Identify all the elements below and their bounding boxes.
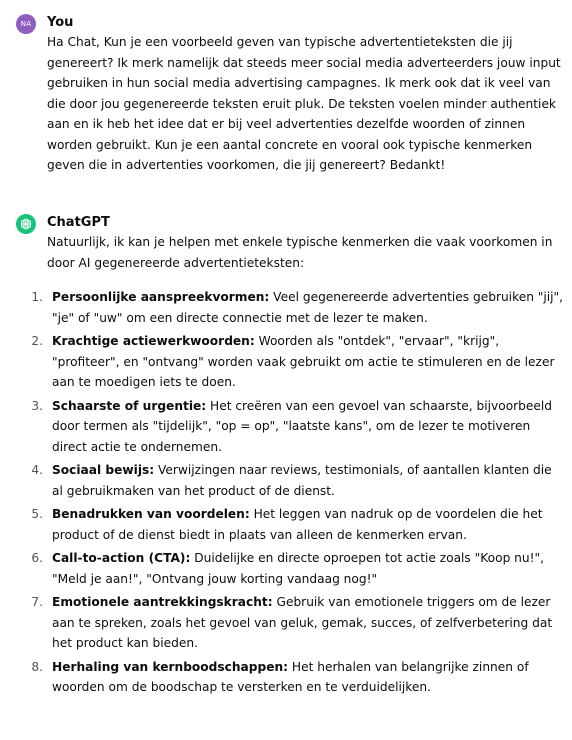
list-item-term: Schaarste of urgentie:: [52, 398, 207, 413]
list-item-term: Emotionele aantrekkingskracht:: [52, 595, 273, 609]
list-item: [31, 592, 564, 654]
list-item-term: Krachtige actiewerkwoorden:: [52, 334, 255, 348]
openai-logo-icon: [16, 214, 36, 234]
assistant-message-body: [31, 232, 564, 698]
list-item-text: Woorden als "ontdek", "ervaar", "krijg", "profiteer", en "ontvang" worden vaak gebruikt om actie te stimuleren en de lezer aan te moedigen iets te doen.: [52, 334, 555, 389]
user-avatar: [16, 14, 36, 34]
assistant-author-name: ChatGPT: [47, 215, 110, 230]
list-item-number: 8.: [31, 659, 43, 674]
list-item-text: Verwijzingen naar reviews, testimonials, of aantallen klanten die al gebruikmaken van het product of de dienst.: [52, 463, 552, 498]
list-item-text: Veel gegenereerde advertenties gebruiken "jij", "je" of "uw" om een directe connectie met de lezer te maken.: [52, 290, 564, 325]
list-item-text: Het creëren van een gevoel van schaarste, bijvoorbeeld door termen als "tijdelijk", "op = op", "laatste kans", om de lezer te motiveren direct actie te ondernemen.: [52, 398, 553, 454]
list-item: [31, 396, 564, 458]
list-item: [31, 287, 564, 328]
assistant-intro: Natuurlijk, ik kan je helpen met enkele typische kenmerken die vaak voorkomen in door AI gegenereerde advertentieteksten:: [47, 235, 553, 270]
list-item-term: Call-to-action (CTA):: [52, 551, 191, 565]
list-item: [31, 548, 564, 589]
list-item-number: 2.: [31, 334, 43, 348]
list-item-text: Het leggen van nadruk op de voordelen die het product of de dienst biedt in plaats van alleen de kenmerken ervan.: [52, 507, 543, 542]
list-item-term: Persoonlijke aanspreekvormen:: [52, 290, 270, 304]
list-item: [31, 331, 564, 393]
user-message-text: Ha Chat, Kun je een voorbeeld geven van typische advertentieteksten die jij genereert? Ik merk namelijk dat steeds meer social media adverteerders jouw input gebruiken in hun social media advertising campagnes. Ik merk ook dat ik veel van die door jou gegenereerde teksten eruit pluk. De teksten voelen minder authentiek aan en ik heb het idee dat er bij veel advertenties dezelfde woorden of zinnen worden gebruikt. Kun je een aantal concrete en vooral ook typische kenmerken geven die in advertenties voorkomen, die jij genereert? Bedankt!: [47, 35, 561, 172]
assistant-message: [16, 214, 564, 701]
list-item: [31, 504, 564, 545]
list-item-term: Herhaling van kernboodschappen:: [52, 659, 289, 674]
list-item-text: Duidelijke en directe oproepen tot actie zoals "Koop nu!", "Meld je aan!", "Ontvang jouw korting vandaag nog!": [52, 551, 544, 586]
list-item-text: Gebruik van emotionele triggers om de lezer aan te spreken, zoals het gevoel van geluk, gemak, succes, of zelfverbetering dat het product kan bieden.: [52, 595, 553, 650]
user-message: [16, 14, 564, 176]
user-avatar-initials: NA: [20, 20, 32, 28]
list-item-term: Sociaal bewijs:: [52, 463, 155, 477]
list-item-text: Het herhalen van belangrijke zinnen of woorden om de boodschap te versterken en te verduidelijken.: [52, 659, 529, 694]
list-item-number: 5.: [31, 507, 43, 521]
list-item-number: 1.: [31, 290, 43, 304]
list-item-number: 4.: [31, 463, 43, 477]
list-item-number: 3.: [31, 398, 43, 413]
list-item: [31, 460, 564, 501]
list-item-number: 6.: [31, 551, 43, 565]
user-author-name: You: [47, 15, 74, 30]
list-item-term: Benadrukken van voordelen:: [52, 507, 250, 521]
list-item-number: 7.: [31, 595, 43, 609]
list-item: [31, 657, 564, 698]
openai-logo-glyph: [19, 217, 33, 231]
feature-list: [31, 287, 564, 698]
